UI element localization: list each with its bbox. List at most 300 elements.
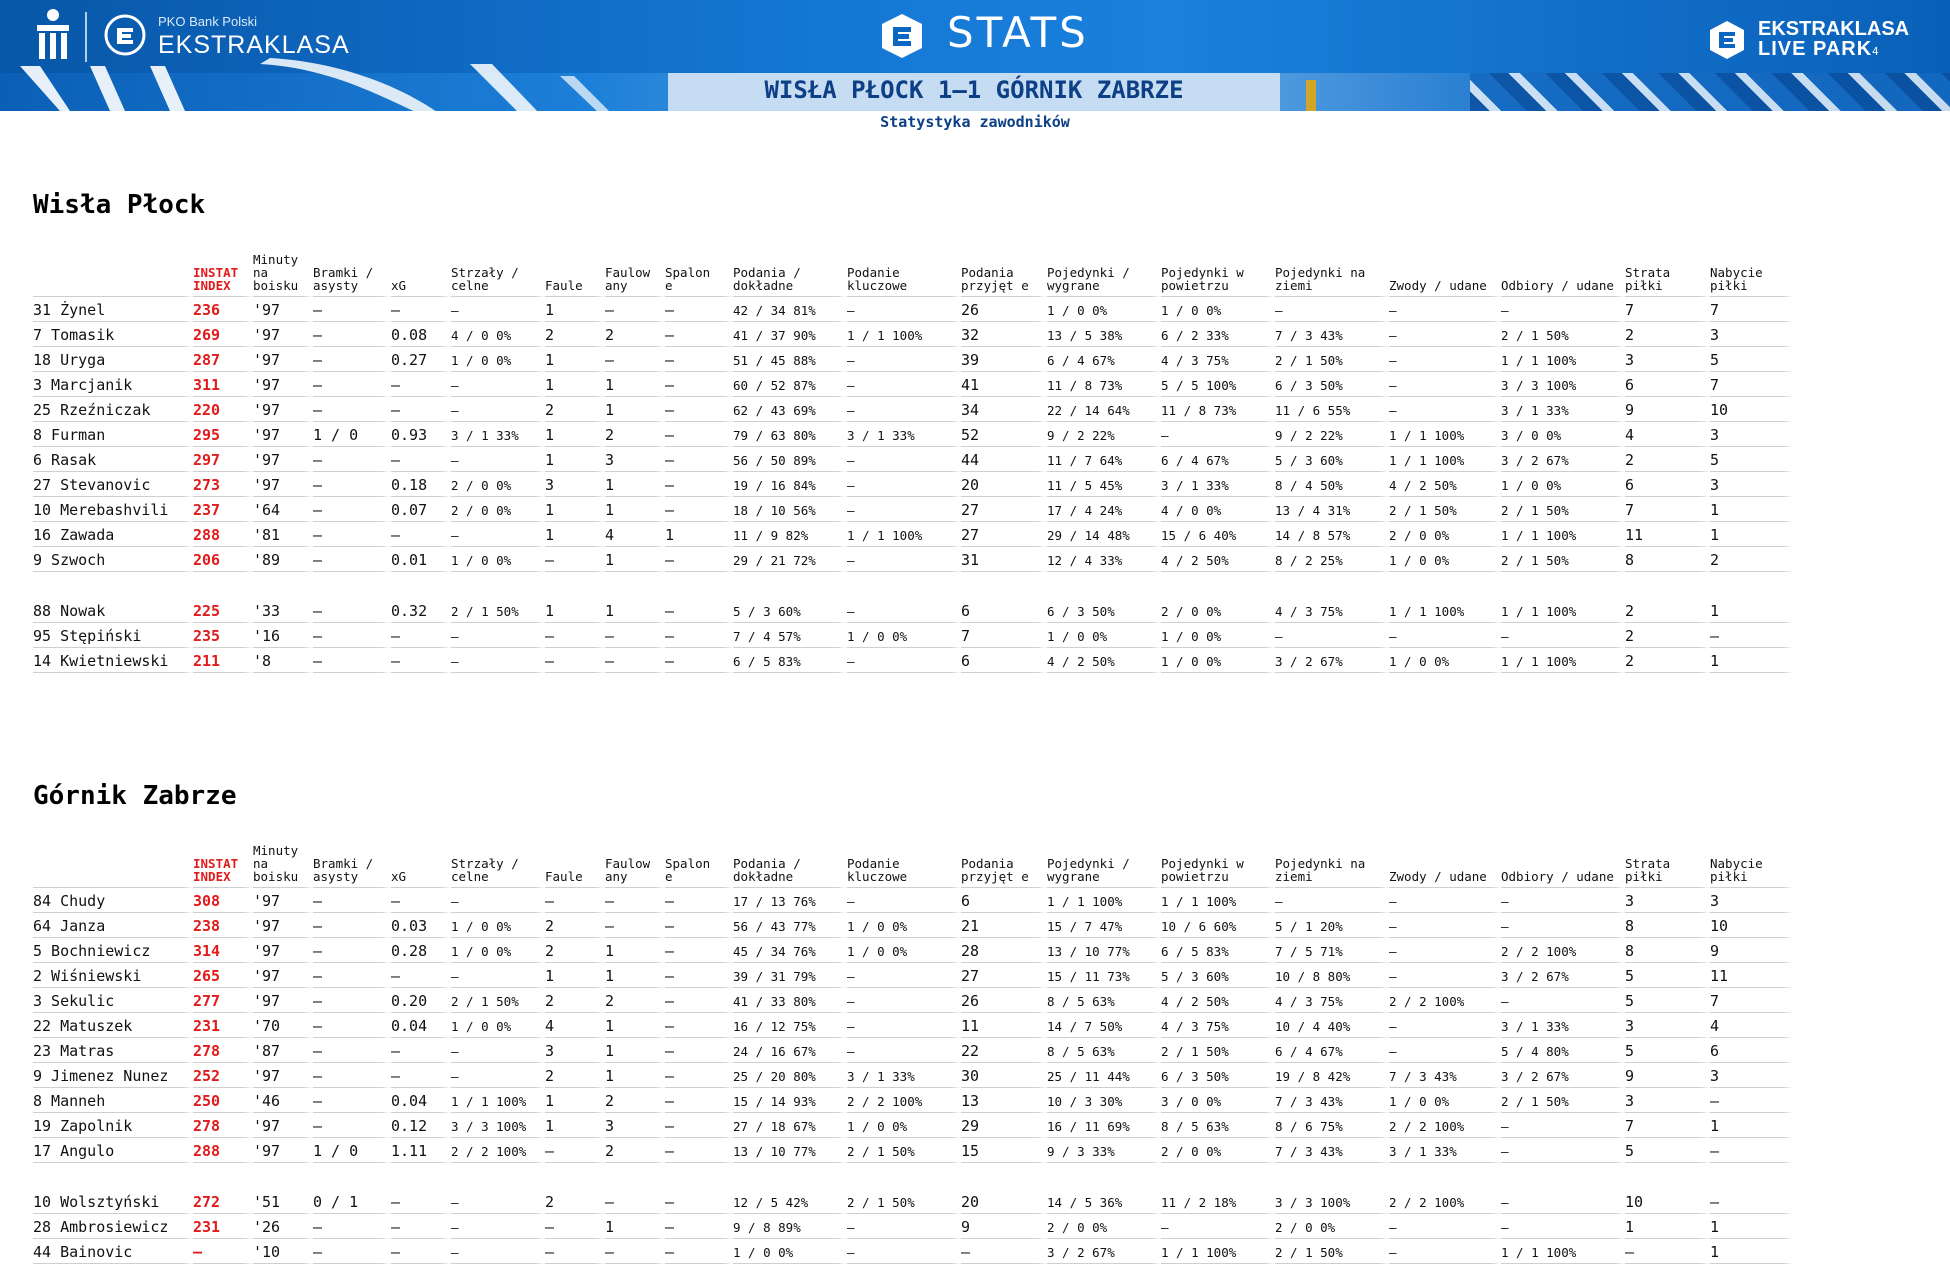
column-header-15: Pojedynki na ziemi [1275,253,1389,297]
stat-cell: 2 [1625,623,1710,648]
column-header-14: Pojedynki w powietrzu [1161,844,1275,888]
stat-cell: 26 [961,988,1047,1013]
stat-cell: 1 [545,1088,605,1113]
player-row [33,522,1793,547]
stat-cell: 7 [1625,1113,1710,1138]
column-header-19: Nabycie piłki [1710,253,1793,297]
instat-index: 308 [193,888,253,913]
column-header-4: Bramki / asysty [313,253,391,297]
stat-cell: 12 / 5 42% [733,1189,847,1214]
stat-cell: – [313,522,391,547]
stat-cell: – [1389,297,1501,322]
stat-cell: 6 / 3 50% [1161,1063,1275,1088]
stat-cell: 2 [545,938,605,963]
stat-cell: 0.18 [391,472,451,497]
stat-cell: 5 [1710,447,1793,472]
stat-cell: 2 / 1 50% [1501,1088,1625,1113]
stat-cell: '26 [253,1214,313,1239]
stat-cell: 4 / 2 50% [1047,648,1161,673]
stat-cell: 11 [1625,522,1710,547]
stat-cell: 2 / 2 100% [1389,988,1501,1013]
stat-cell: 6 / 5 83% [733,648,847,673]
stat-cell: 8 [1625,938,1710,963]
stat-cell: '64 [253,497,313,522]
stat-cell: 2 / 2 100% [451,1138,545,1163]
stat-cell: 17 / 4 24% [1047,497,1161,522]
instat-index: 220 [193,397,253,422]
column-header-8: Faulow any [605,844,665,888]
stat-cell: – [665,1138,733,1163]
stat-cell: 3 [1710,422,1793,447]
stat-cell: 12 / 4 33% [1047,547,1161,572]
stat-cell: – [847,598,961,623]
stat-cell: 1 [545,422,605,447]
stat-cell: '89 [253,547,313,572]
stat-cell: '16 [253,623,313,648]
stat-cell: 0.08 [391,322,451,347]
stat-cell: 2 / 0 0% [451,472,545,497]
match-title: WISŁA PŁOCK 1–1 GÓRNIK ZABRZE [764,76,1184,104]
stat-cell: – [1389,963,1501,988]
player-row [33,963,1793,988]
stat-cell: '8 [253,648,313,673]
page-number: 4 [1872,45,1879,58]
instat-index: 211 [193,648,253,673]
stat-cell: 18 / 10 56% [733,497,847,522]
substitute-row [33,1189,1793,1214]
stat-cell: 1 [545,497,605,522]
player-name: 84 Chudy [33,888,193,913]
column-header-3: Minuty na boisku [253,844,313,888]
stat-cell: 6 [961,648,1047,673]
substitutes-spacer [33,572,1793,598]
player-name: 95 Stępiński [33,623,193,648]
livepark-logo-icon [1707,20,1747,60]
stat-cell: – [605,648,665,673]
stats-title: STATS [947,8,1089,57]
stat-cell: 4 / 2 50% [1389,472,1501,497]
stat-cell: – [451,623,545,648]
stat-cell: 2 [545,913,605,938]
stat-cell: – [665,988,733,1013]
stat-cell: 7 [1625,497,1710,522]
stat-cell: 1 / 0 0% [847,913,961,938]
stat-cell: 13 / 4 31% [1275,497,1389,522]
stat-cell: – [391,648,451,673]
stat-cell: 6 / 4 67% [1275,1038,1389,1063]
stat-cell: – [1710,1189,1793,1214]
stat-cell: 5 / 3 60% [1161,963,1275,988]
stat-cell: 2 / 2 100% [1501,938,1625,963]
stat-cell: 2 [545,322,605,347]
stat-cell: – [451,1063,545,1088]
stat-cell: '97 [253,1138,313,1163]
stat-cell: – [313,1214,391,1239]
stat-cell: 3 / 0 0% [1161,1088,1275,1113]
stat-cell: 5 [1625,1138,1710,1163]
stat-cell: – [665,888,733,913]
stat-cell: 4 / 2 50% [1161,547,1275,572]
stat-cell: – [665,1239,733,1264]
player-name: 6 Rasak [33,447,193,472]
stat-cell: '97 [253,297,313,322]
stat-cell: 2 [545,1063,605,1088]
stat-cell: 9 [1710,938,1793,963]
stat-cell: – [391,522,451,547]
stat-cell: 79 / 63 80% [733,422,847,447]
stat-cell: – [1501,1214,1625,1239]
stat-cell: 56 / 50 89% [733,447,847,472]
player-name: 7 Tomasik [33,322,193,347]
player-name: 14 Kwietniewski [33,648,193,673]
stat-cell: 22 [961,1038,1047,1063]
stat-cell: 2 / 1 50% [451,598,545,623]
stat-cell: 8 / 4 50% [1275,472,1389,497]
stat-cell: 1 [545,372,605,397]
stat-cell: 17 / 13 76% [733,888,847,913]
stat-cell: 4 [1625,422,1710,447]
stat-cell: 1 [545,1113,605,1138]
checker-pattern [1470,73,1950,111]
stat-cell: 4 / 0 0% [1161,497,1275,522]
player-name: 2 Wiśniewski [33,963,193,988]
stat-cell: 1 / 1 100% [1501,1239,1625,1264]
stat-cell: '51 [253,1189,313,1214]
instat-index: 250 [193,1088,253,1113]
stat-cell: 1 [1625,1214,1710,1239]
stat-cell: – [1389,1214,1501,1239]
instat-index: 252 [193,1063,253,1088]
stat-cell: 1 / 0 0% [451,347,545,372]
stat-cell: 3 [1625,1088,1710,1113]
stat-cell: 24 / 16 67% [733,1038,847,1063]
stat-cell: 25 / 20 80% [733,1063,847,1088]
stat-cell: – [313,397,391,422]
stat-cell: 1 / 1 100% [1389,422,1501,447]
stat-cell: 7 / 5 71% [1275,938,1389,963]
stat-cell: – [605,913,665,938]
stat-cell: – [665,1214,733,1239]
player-row [33,422,1793,447]
instat-index: 238 [193,913,253,938]
stat-cell: – [1389,1038,1501,1063]
stat-cell: – [1389,938,1501,963]
stat-cell: – [961,1239,1047,1264]
stat-cell: – [665,648,733,673]
player-name: 88 Nowak [33,598,193,623]
stats-logo-icon [878,12,926,60]
livepark-title: EKSTRAKLASA [1758,18,1910,40]
stat-cell: 0.03 [391,913,451,938]
stat-cell: 16 / 12 75% [733,1013,847,1038]
stat-cell: 9 / 3 33% [1047,1138,1161,1163]
stat-cell: – [1501,1113,1625,1138]
stat-cell: – [847,397,961,422]
stat-cell: 22 / 14 64% [1047,397,1161,422]
stat-cell: 1 [545,598,605,623]
stat-cell: '97 [253,938,313,963]
player-name: 19 Zapolnik [33,1113,193,1138]
stat-cell: – [545,648,605,673]
stat-cell: – [847,347,961,372]
stat-cell: 1 [1710,1239,1793,1264]
stat-cell: 9 [1625,397,1710,422]
stat-cell: 3 / 1 33% [1389,1138,1501,1163]
player-name: 10 Merebashvili [33,497,193,522]
stat-cell: 14 / 7 50% [1047,1013,1161,1038]
stat-cell: 1 [605,963,665,988]
stat-cell: – [847,1038,961,1063]
stat-cell: – [391,888,451,913]
stat-cell: 20 [961,1189,1047,1214]
stat-cell: – [313,322,391,347]
league-name: EKSTRAKLASA [158,31,350,59]
stat-cell: 41 / 37 90% [733,322,847,347]
logo-divider [85,12,87,62]
stat-cell: – [665,598,733,623]
stat-cell: 3 / 1 33% [1501,1013,1625,1038]
stat-cell: 1 [1710,1214,1793,1239]
stat-cell: 16 / 11 69% [1047,1113,1161,1138]
stat-cell: – [1501,913,1625,938]
stat-cell: 51 / 45 88% [733,347,847,372]
player-name: 3 Sekulic [33,988,193,1013]
stat-cell: 8 / 5 63% [1161,1113,1275,1138]
stat-cell: 3 / 1 33% [1501,397,1625,422]
column-header-8: Faulow any [605,253,665,297]
stat-cell: 9 [1625,1063,1710,1088]
stat-cell: 1 [605,598,665,623]
stat-cell: 1 [605,1013,665,1038]
instat-index: 277 [193,988,253,1013]
stat-cell: 2 / 0 0% [451,497,545,522]
stat-cell: 1 / 0 0% [733,1239,847,1264]
stat-cell: 1 / 1 100% [1501,648,1625,673]
stat-cell: 0.04 [391,1013,451,1038]
player-name: 16 Zawada [33,522,193,547]
stat-cell: '33 [253,598,313,623]
stat-cell: 2 [545,1189,605,1214]
stat-cell: – [847,1013,961,1038]
instat-index: 278 [193,1113,253,1138]
column-header-17: Odbiory / udane [1501,844,1625,888]
player-name: 64 Janza [33,913,193,938]
player-row [33,322,1793,347]
stat-cell: 2 / 1 50% [1275,347,1389,372]
stat-cell: 15 / 6 40% [1161,522,1275,547]
stat-cell: 1 / 0 0% [1161,623,1275,648]
stat-cell: 4 / 3 75% [1161,1013,1275,1038]
stat-cell: 31 [961,547,1047,572]
column-header-18: Strata piłki [1625,253,1710,297]
stat-cell: – [605,623,665,648]
stat-cell: – [313,547,391,572]
stat-cell: 2 / 0 0% [1389,522,1501,547]
stat-cell: 2 [545,397,605,422]
stat-cell: 4 / 2 50% [1161,988,1275,1013]
instat-index: 272 [193,1189,253,1214]
stat-cell: – [605,347,665,372]
stat-cell: 1 [545,297,605,322]
stat-cell: 3 [605,1113,665,1138]
stat-cell: – [451,397,545,422]
substitute-row [33,623,1793,648]
stat-cell: – [313,472,391,497]
stat-cell: 34 [961,397,1047,422]
player-name: 25 Rzeźniczak [33,397,193,422]
stat-cell: 6 / 4 67% [1047,347,1161,372]
stat-cell: – [391,1038,451,1063]
stat-cell: 1 / 1 100% [1501,347,1625,372]
column-header-12: Podania przyjęt e [961,253,1047,297]
column-header-16: Zwody / udane [1389,844,1501,888]
stat-cell: – [847,372,961,397]
stat-cell: 2 / 1 50% [847,1138,961,1163]
stat-cell: 1 / 0 0% [847,938,961,963]
stat-cell: – [391,1214,451,1239]
player-row [33,1138,1793,1163]
stat-cell: 1 [605,938,665,963]
player-row [33,913,1793,938]
stat-cell: 5 / 3 60% [1275,447,1389,472]
stat-cell: 0.27 [391,347,451,372]
stat-cell: 1 / 0 0% [847,1113,961,1138]
stat-cell: 11 [961,1013,1047,1038]
stat-cell: – [847,497,961,522]
stat-cell: – [665,547,733,572]
stat-cell: – [451,522,545,547]
stat-cell: – [391,1189,451,1214]
team-title-home: Wisła Płock [33,190,206,220]
stat-cell: 11 / 7 64% [1047,447,1161,472]
player-row [33,938,1793,963]
column-header-7: Faule [545,844,605,888]
stat-cell: 19 / 16 84% [733,472,847,497]
stat-cell: 4 / 0 0% [451,322,545,347]
stat-cell: – [313,988,391,1013]
stat-cell: 7 [1625,297,1710,322]
stat-cell: 15 [961,1138,1047,1163]
stat-cell: 11 / 9 82% [733,522,847,547]
stat-cell: 45 / 34 76% [733,938,847,963]
stadium-graphic [0,56,680,111]
stat-cell: 1.11 [391,1138,451,1163]
stat-cell: 1 / 1 100% [1389,598,1501,623]
stat-cell: – [313,1239,391,1264]
stat-cell: 3 / 1 33% [847,422,961,447]
stat-cell: 2 [1625,447,1710,472]
column-header-6: Strzały / celne [451,844,545,888]
stat-cell: – [1389,888,1501,913]
stat-cell: – [1275,623,1389,648]
stat-cell: 6 / 2 33% [1161,322,1275,347]
stat-cell: 20 [961,472,1047,497]
column-header-18: Strata piłki [1625,844,1710,888]
stat-cell: '97 [253,888,313,913]
stat-cell: – [391,963,451,988]
stat-cell: 8 / 5 63% [1047,988,1161,1013]
stat-cell: – [847,1239,961,1264]
player-row [33,1038,1793,1063]
stat-cell: 3 / 2 67% [1501,963,1625,988]
stat-cell: 8 / 5 63% [1047,1038,1161,1063]
stat-cell: 27 [961,522,1047,547]
team-title-away: Górnik Zabrze [33,781,237,811]
stat-cell: – [665,1063,733,1088]
column-header-19: Nabycie piłki [1710,844,1793,888]
stat-cell: – [665,623,733,648]
stat-cell: – [605,1189,665,1214]
stat-cell: 29 [961,1113,1047,1138]
stat-cell: – [665,447,733,472]
stat-cell: 2 [605,422,665,447]
player-row [33,397,1793,422]
stat-cell: – [1501,297,1625,322]
column-header-12: Podania przyjęt e [961,844,1047,888]
stat-cell: 41 [961,372,1047,397]
stat-cell: 30 [961,1063,1047,1088]
player-row [33,888,1793,913]
stat-cell: 1 / 1 100% [1501,522,1625,547]
table-header-row [33,253,1793,297]
stat-cell: 1 [545,347,605,372]
stat-cell: – [313,497,391,522]
stat-cell: 10 / 8 80% [1275,963,1389,988]
stat-cell: 44 [961,447,1047,472]
stat-cell: – [451,1214,545,1239]
stat-cell: '97 [253,422,313,447]
stat-cell: 10 [1710,397,1793,422]
player-row [33,372,1793,397]
stat-cell: 7 / 3 43% [1275,322,1389,347]
stat-cell: '97 [253,322,313,347]
stat-cell: 0.20 [391,988,451,1013]
stat-cell: 9 / 2 22% [1275,422,1389,447]
stat-cell: 13 / 5 38% [1047,322,1161,347]
stat-cell: 11 / 8 73% [1047,372,1161,397]
stat-cell: – [665,372,733,397]
stat-cell: 14 / 8 57% [1275,522,1389,547]
stat-cell: 2 / 1 50% [1389,497,1501,522]
stat-cell: 4 / 3 75% [1275,988,1389,1013]
stat-cell: 5 / 5 100% [1161,372,1275,397]
stat-cell: 7 / 3 43% [1275,1088,1389,1113]
stat-cell: 1 / 0 0% [1389,547,1501,572]
stat-cell: 1 [1710,497,1793,522]
spacer-cell [33,572,1793,598]
instat-index: 278 [193,1038,253,1063]
stat-cell: 15 / 11 73% [1047,963,1161,988]
stat-cell: 1 [605,1214,665,1239]
stat-cell: 2 [1625,322,1710,347]
stat-cell: '46 [253,1088,313,1113]
stat-cell: – [391,297,451,322]
stat-cell: 8 [1625,913,1710,938]
stat-cell: – [545,888,605,913]
stat-cell: – [451,648,545,673]
column-header-11: Podanie kluczowe [847,844,961,888]
stat-cell: – [1389,397,1501,422]
stat-cell: 0.07 [391,497,451,522]
column-header-2: INSTAT INDEX [193,844,253,888]
stat-cell: – [391,372,451,397]
stat-cell: – [313,372,391,397]
stat-cell: – [847,988,961,1013]
stat-cell: 3 / 2 67% [1501,447,1625,472]
column-header-15: Pojedynki na ziemi [1275,844,1389,888]
stat-cell: 26 [961,297,1047,322]
stat-cell: 1 [1710,598,1793,623]
